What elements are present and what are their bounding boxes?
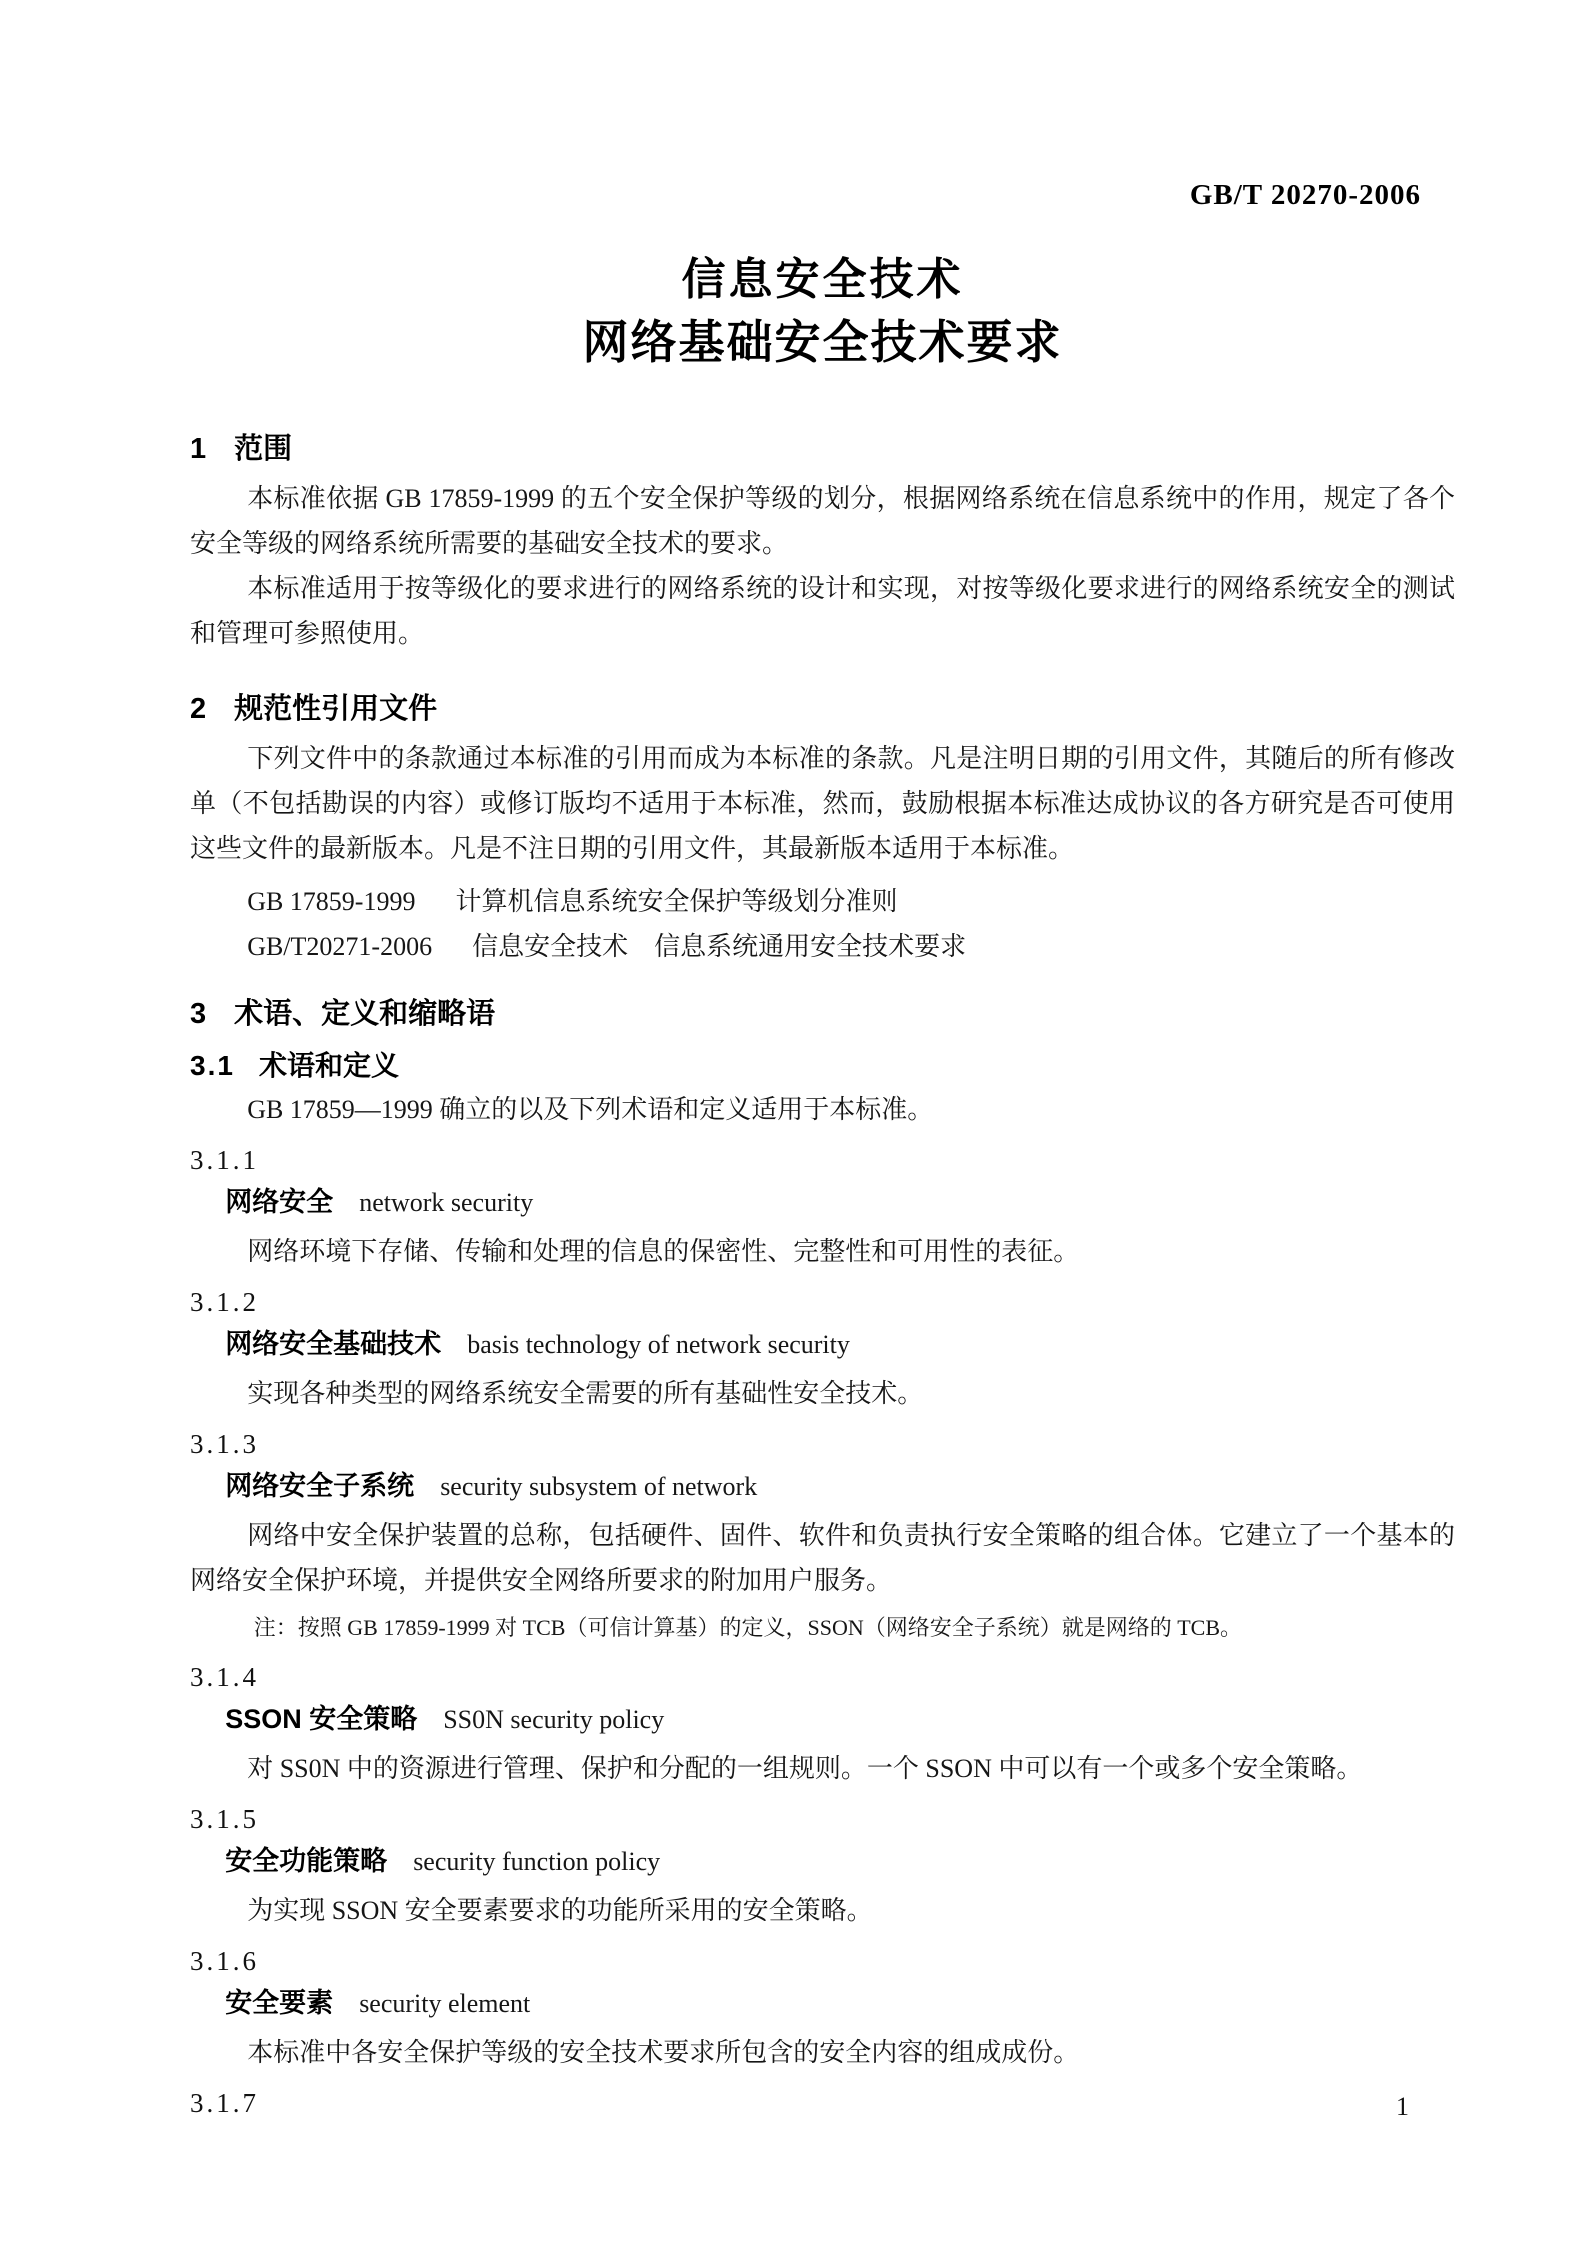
clause-number: 3.1.1: [190, 1145, 259, 1175]
term-line: [190, 1464, 1455, 1513]
section-number: 3: [190, 998, 207, 1030]
term-definition: 网络环境下存储、传输和处理的信息的保密性、完整性和可用性的表征。: [247, 1237, 1080, 1266]
subsection-title: 术语和定义: [258, 1050, 399, 1081]
term-zh: 网络安全: [225, 1187, 334, 1217]
clause-3-1-7: [190, 2083, 1455, 2123]
section-title: 范围: [234, 433, 293, 465]
doc-title-line-1: 信息安全技术: [681, 255, 964, 304]
page-number: 1: [1396, 2092, 1409, 2121]
reference-item: [190, 879, 1455, 924]
doc-title-line-2: 网络基础安全技术要求: [582, 316, 1063, 368]
term-en: security function policy: [413, 1847, 661, 1876]
terms-intro-paragraph: GB 17859—1999 确立的以及下列术语和定义适用于本标准。: [247, 1095, 934, 1124]
clause-3-1-2: [190, 1282, 1455, 1416]
clause-number: 3.1.6: [190, 1946, 259, 1976]
term-line: [190, 1981, 1455, 2030]
clause-number: 3.1.5: [190, 1804, 259, 1834]
term-zh: 网络安全基础技术: [225, 1329, 442, 1359]
paragraph: 本标准适用于按等级化的要求进行的网络系统的设计和实现，对按等级化要求进行的网络系统安全的测试和管理可参照使用。: [190, 574, 1455, 648]
term-zh: 安全要素: [225, 1988, 334, 2018]
section-1-heading: [190, 432, 1455, 466]
term-definition: 为实现 SSON 安全要素要求的功能所采用的安全策略。: [247, 1896, 873, 1925]
reference-list: [190, 879, 1455, 969]
section-3-heading: [190, 997, 1455, 1031]
term-en: security element: [359, 1989, 531, 2018]
clause-number: 3.1.4: [190, 1662, 259, 1692]
term-zh: SSON 安全策略: [225, 1704, 418, 1734]
reference-code: GB 17859-1999: [247, 887, 416, 916]
term-en: network security: [359, 1188, 534, 1217]
term-line: [190, 1322, 1455, 1371]
section-title: 术语、定义和缩略语: [234, 998, 496, 1030]
clause-number: 3.1.3: [190, 1429, 259, 1459]
clause-3-1-5: [190, 1799, 1455, 1933]
term-definition: 对 SS0N 中的资源进行管理、保护和分配的一组规则。一个 SSON 中可以有一个或多个安全策略。: [247, 1754, 1363, 1783]
paragraph: 下列文件中的条款通过本标准的引用而成为本标准的条款。凡是注明日期的引用文件，其随后的所有修改单（不包括勘误的内容）或修订版均不适用于本标准，然而，鼓励根据本标准达成协议的各方研究是否可使用这些文件的最新版本。凡是不注日期的引用文件，其最新版本适用于本标准。: [190, 744, 1455, 863]
clause-number: 3.1.2: [190, 1287, 259, 1317]
reference-title: 信息安全技术 信息系统通用安全技术要求: [472, 932, 967, 961]
term-en: security subsystem of network: [440, 1472, 758, 1501]
subsection-3-1-heading: [190, 1049, 1455, 1083]
section-title: 规范性引用文件: [234, 693, 438, 725]
clause-number: 3.1.7: [190, 2088, 259, 2118]
clause-3-1-3: [190, 1424, 1455, 1649]
term-en: SS0N security policy: [443, 1705, 665, 1734]
section-number: 1: [190, 433, 207, 465]
term-definition: 实现各种类型的网络系统安全需要的所有基础性安全技术。: [247, 1379, 924, 1408]
term-definition: 本标准中各安全保护等级的安全技术要求所包含的安全内容的组成成份。: [247, 2038, 1080, 2067]
page-content: [190, 178, 1455, 2123]
reference-item: [190, 924, 1455, 969]
term-line: [190, 1180, 1455, 1229]
term-en: basis technology of network security: [467, 1330, 850, 1359]
term-note: 注：按照 GB 17859-1999 对 TCB（可信计算基）的定义，SSON（网络安全子系统）就是网络的 TCB。: [253, 1615, 1243, 1640]
reference-code: GB/T20271-2006: [247, 932, 433, 961]
section-number: 2: [190, 693, 207, 725]
term-line: [190, 1697, 1455, 1746]
term-zh: 安全功能策略: [225, 1846, 388, 1876]
clause-3-1-6: [190, 1941, 1455, 2075]
term-definition: 网络中安全保护装置的总称，包括硬件、固件、软件和负责执行安全策略的组合体。它建立了一个基本的网络安全保护环境，并提供安全网络所要求的附加用户服务。: [190, 1521, 1455, 1595]
doc-code: GB/T 20270-2006: [1189, 179, 1421, 211]
clause-3-1-1: [190, 1140, 1455, 1274]
section-2-heading: [190, 692, 1455, 726]
reference-title: 计算机信息系统安全保护等级划分准则: [455, 887, 898, 916]
clause-3-1-4: [190, 1657, 1455, 1791]
term-zh: 网络安全子系统: [225, 1471, 415, 1501]
subsection-number: 3.1: [190, 1050, 235, 1081]
paragraph: 本标准依据 GB 17859-1999 的五个安全保护等级的划分，根据网络系统在信息系统中的作用，规定了各个安全等级的网络系统所需要的基础安全技术的要求。: [190, 484, 1455, 558]
term-line: [190, 1839, 1455, 1888]
